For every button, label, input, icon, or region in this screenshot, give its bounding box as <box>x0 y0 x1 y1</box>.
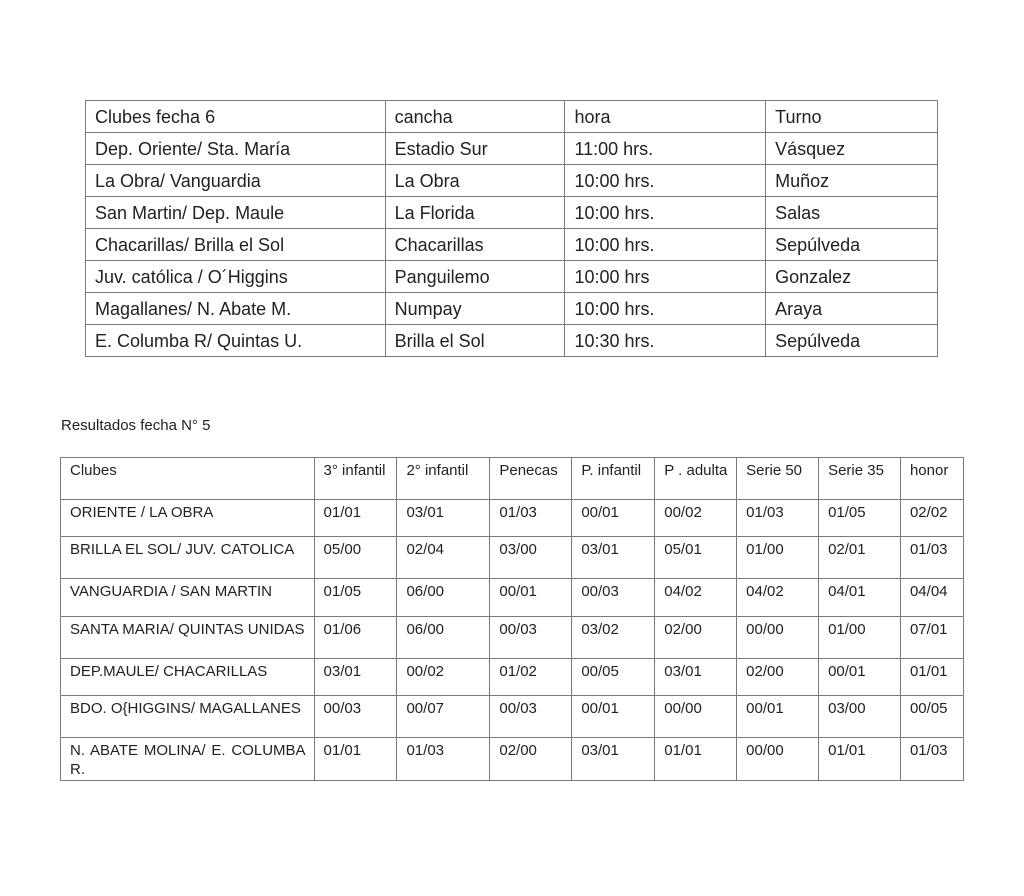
results-header-row <box>61 458 964 500</box>
results-row <box>61 738 964 781</box>
results-score-cell: 01/00 <box>819 617 901 659</box>
results-score-cell: 00/02 <box>655 500 737 537</box>
results-score-cell: 01/06 <box>314 617 397 659</box>
results-row <box>61 617 964 659</box>
fixtures-cell: Vásquez <box>766 133 938 165</box>
results-score-cell: 03/01 <box>572 537 655 579</box>
results-score-cell: 01/02 <box>490 659 572 696</box>
fixtures-header-cell: hora <box>565 101 766 133</box>
results-score-cell: 03/01 <box>397 500 490 537</box>
fixtures-cell: Muñoz <box>766 165 938 197</box>
results-score-cell: 01/03 <box>900 738 963 781</box>
results-header-cell: honor <box>900 458 963 500</box>
fixtures-cell: La Obra <box>385 165 565 197</box>
fixtures-row <box>86 229 938 261</box>
results-club-cell: ORIENTE / LA OBRA <box>61 500 315 537</box>
fixtures-cell: Brilla el Sol <box>385 325 565 357</box>
fixtures-cell: 11:00 hrs. <box>565 133 766 165</box>
results-score-cell: 00/02 <box>397 659 490 696</box>
results-score-cell: 01/00 <box>737 537 819 579</box>
fixtures-cell: San Martin/ Dep. Maule <box>86 197 386 229</box>
results-score-cell: 00/01 <box>819 659 901 696</box>
results-score-cell: 04/01 <box>819 579 901 617</box>
fixtures-row <box>86 197 938 229</box>
results-header-cell: P . adulta <box>655 458 737 500</box>
results-score-cell: 06/00 <box>397 617 490 659</box>
fixtures-cell: 10:00 hrs. <box>565 293 766 325</box>
results-score-cell: 00/05 <box>572 659 655 696</box>
results-score-cell: 00/00 <box>737 738 819 781</box>
results-score-cell: 02/00 <box>737 659 819 696</box>
results-header-cell: P. infantil <box>572 458 655 500</box>
results-club-cell: VANGUARDIA / SAN MARTIN <box>61 579 315 617</box>
results-score-cell: 02/04 <box>397 537 490 579</box>
results-club-cell: DEP.MAULE/ CHACARILLAS <box>61 659 315 696</box>
fixtures-cell: 10:30 hrs. <box>565 325 766 357</box>
fixtures-cell: Salas <box>766 197 938 229</box>
fixtures-cell: 10:00 hrs <box>565 261 766 293</box>
fixtures-cell: Estadio Sur <box>385 133 565 165</box>
results-score-cell: 04/02 <box>655 579 737 617</box>
results-score-cell: 07/01 <box>900 617 963 659</box>
results-score-cell: 00/03 <box>572 579 655 617</box>
results-score-cell: 00/01 <box>737 696 819 738</box>
results-score-cell: 05/01 <box>655 537 737 579</box>
fixtures-cell: Numpay <box>385 293 565 325</box>
results-score-cell: 01/05 <box>819 500 901 537</box>
results-club-cell: N. ABATE MOLINA/ E. COLUMBA R. <box>61 738 315 781</box>
results-score-cell: 01/01 <box>819 738 901 781</box>
results-score-cell: 00/03 <box>314 696 397 738</box>
results-score-cell: 00/01 <box>572 500 655 537</box>
results-score-cell: 00/01 <box>490 579 572 617</box>
results-score-cell: 05/00 <box>314 537 397 579</box>
results-score-cell: 04/02 <box>737 579 819 617</box>
results-score-cell: 00/05 <box>900 696 963 738</box>
results-score-cell: 01/01 <box>314 500 397 537</box>
fixtures-row <box>86 293 938 325</box>
results-score-cell: 03/00 <box>819 696 901 738</box>
fixtures-body <box>86 101 938 357</box>
results-score-cell: 01/01 <box>655 738 737 781</box>
fixtures-cell: Magallanes/ N. Abate M. <box>86 293 386 325</box>
results-score-cell: 01/05 <box>314 579 397 617</box>
fixtures-cell: Dep. Oriente/ Sta. María <box>86 133 386 165</box>
results-score-cell: 01/01 <box>900 659 963 696</box>
fixtures-cell: 10:00 hrs. <box>565 197 766 229</box>
results-header-cell: 2° infantil <box>397 458 490 500</box>
results-row <box>61 579 964 617</box>
results-score-cell: 06/00 <box>397 579 490 617</box>
fixtures-cell: 10:00 hrs. <box>565 229 766 261</box>
results-score-cell: 00/00 <box>655 696 737 738</box>
fixtures-header-cell: Clubes fecha 6 <box>86 101 386 133</box>
results-score-cell: 04/04 <box>900 579 963 617</box>
results-body <box>61 458 964 781</box>
results-score-cell: 01/03 <box>397 738 490 781</box>
results-score-cell: 03/01 <box>655 659 737 696</box>
results-score-cell: 00/07 <box>397 696 490 738</box>
results-score-cell: 00/01 <box>572 696 655 738</box>
fixtures-cell: Sepúlveda <box>766 229 938 261</box>
fixtures-table <box>85 100 938 357</box>
results-score-cell: 03/02 <box>572 617 655 659</box>
fixtures-cell: Panguilemo <box>385 261 565 293</box>
fixtures-cell: Araya <box>766 293 938 325</box>
results-score-cell: 02/00 <box>490 738 572 781</box>
results-header-cell: Clubes <box>61 458 315 500</box>
results-score-cell: 01/03 <box>737 500 819 537</box>
results-row <box>61 500 964 537</box>
fixtures-row <box>86 261 938 293</box>
results-score-cell: 02/01 <box>819 537 901 579</box>
results-header-cell: Serie 50 <box>737 458 819 500</box>
fixtures-cell: Sepúlveda <box>766 325 938 357</box>
results-score-cell: 03/01 <box>572 738 655 781</box>
results-score-cell: 03/01 <box>314 659 397 696</box>
results-score-cell: 01/03 <box>490 500 572 537</box>
results-club-cell: SANTA MARIA/ QUINTAS UNIDAS <box>61 617 315 659</box>
results-score-cell: 00/00 <box>737 617 819 659</box>
results-row <box>61 696 964 738</box>
fixtures-cell: Chacarillas/ Brilla el Sol <box>86 229 386 261</box>
results-score-cell: 02/00 <box>655 617 737 659</box>
results-club-cell: BDO. O{HIGGINS/ MAGALLANES <box>61 696 315 738</box>
results-score-cell: 01/03 <box>900 537 963 579</box>
fixtures-row <box>86 133 938 165</box>
fixtures-cell: Chacarillas <box>385 229 565 261</box>
results-row <box>61 537 964 579</box>
results-title: Resultados fecha N° 5 <box>61 417 211 434</box>
fixtures-row <box>86 325 938 357</box>
results-score-cell: 01/01 <box>314 738 397 781</box>
results-table <box>60 457 964 781</box>
results-score-cell: 02/02 <box>900 500 963 537</box>
fixtures-row <box>86 165 938 197</box>
results-score-cell: 03/00 <box>490 537 572 579</box>
fixtures-cell: La Florida <box>385 197 565 229</box>
fixtures-header-row <box>86 101 938 133</box>
results-row <box>61 659 964 696</box>
results-score-cell: 00/03 <box>490 696 572 738</box>
fixtures-cell: Juv. católica / O´Higgins <box>86 261 386 293</box>
fixtures-header-cell: cancha <box>385 101 565 133</box>
results-header-cell: Penecas <box>490 458 572 500</box>
results-score-cell: 00/03 <box>490 617 572 659</box>
fixtures-header-cell: Turno <box>766 101 938 133</box>
results-header-cell: Serie 35 <box>819 458 901 500</box>
results-club-cell: BRILLA EL SOL/ JUV. CATOLICA <box>61 537 315 579</box>
results-header-cell: 3° infantil <box>314 458 397 500</box>
fixtures-cell: La Obra/ Vanguardia <box>86 165 386 197</box>
fixtures-cell: E. Columba R/ Quintas U. <box>86 325 386 357</box>
fixtures-cell: 10:00 hrs. <box>565 165 766 197</box>
fixtures-cell: Gonzalez <box>766 261 938 293</box>
